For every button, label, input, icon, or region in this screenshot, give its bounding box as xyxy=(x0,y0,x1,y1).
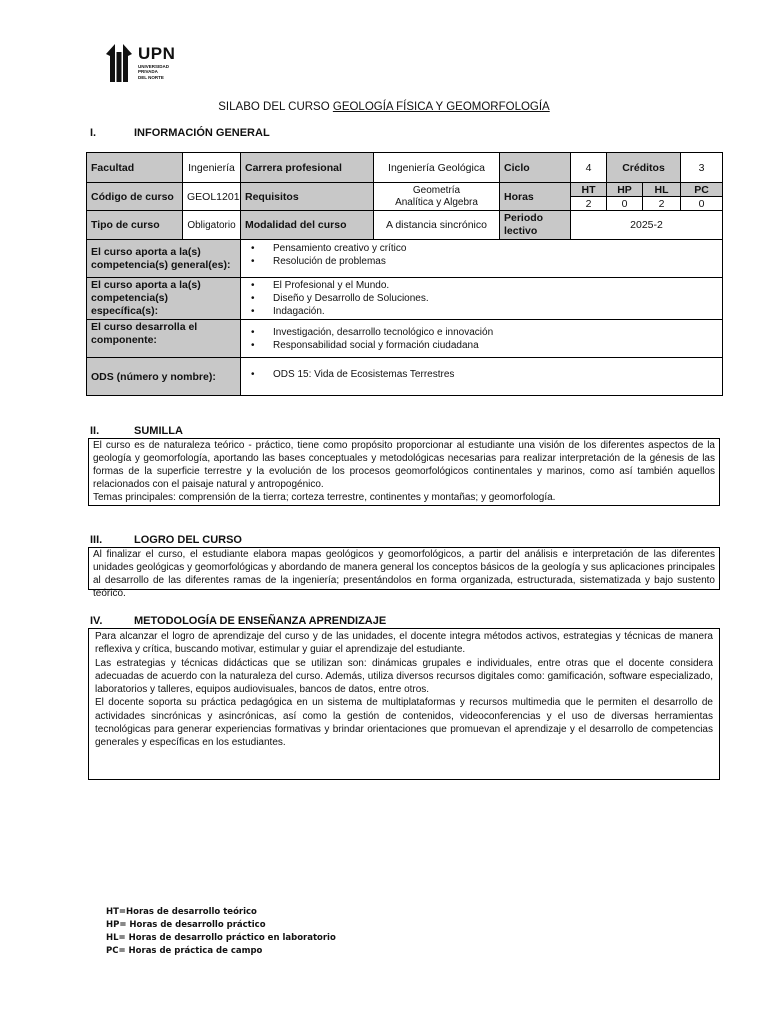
value-ciclo: 4 xyxy=(571,153,607,183)
section-heading-logro: III. LOGRO DEL CURSO xyxy=(90,534,242,546)
list-item: • Indagación. xyxy=(273,305,718,318)
upn-torch-icon xyxy=(104,42,134,84)
label-carrera: Carrera profesional xyxy=(241,153,374,183)
list-item: • Responsabilidad social y formación ciudadana xyxy=(273,339,718,352)
header-pc: PC xyxy=(681,183,723,197)
value-periodo: 2025-2 xyxy=(571,211,723,240)
section-heading-sumilla: II. SUMILLA xyxy=(90,425,183,437)
label-componente: El curso desarrolla el componente: xyxy=(87,320,241,358)
label-periodo: Periodo lectivo xyxy=(500,211,571,240)
sumilla-topics: Temas principales: comprensión de la tierra; corteza terrestre, continentes y montañas; y geomorfología. xyxy=(93,492,556,503)
competencia-especifica-list xyxy=(241,278,723,320)
label-tipo: Tipo de curso xyxy=(87,211,183,240)
header-ht: HT xyxy=(571,183,607,197)
legend-ht: HT=Horas de desarrollo teórico xyxy=(106,907,257,917)
logo-name: UPN xyxy=(138,44,176,63)
list-item: • Diseño y Desarrollo de Soluciones. xyxy=(273,292,718,305)
value-hp: 0 xyxy=(607,197,643,211)
list-item: • ODS 15: Vida de Ecosistemas Terrestres xyxy=(273,368,718,381)
label-competencia-especifica: El curso aporta a la(s) competencia(s) específica(s): xyxy=(87,278,241,320)
label-ods: ODS (número y nombre): xyxy=(87,358,241,396)
logro-paragraph: Al finalizar el curso, el estudiante elabora mapas geológicos y geomorfológicos, a partir del análisis e interpretación de las diferentes unidades geológicas y geomorfológicas y abordando de manera general los conceptos básicos de la geología y sus aplicaciones principales al desarrollo de las diferentes ramas de la ingeniería; presentándolos en forma organizada, estructurada, sistematizada y bajo sustento teórico. xyxy=(93,549,715,599)
list-item: • Investigación, desarrollo tecnológico e innovación xyxy=(273,326,718,339)
label-competencia-general: El curso aporta a la(s) competencia(s) general(es): xyxy=(87,240,241,278)
legend-hp: HP= Horas de desarrollo práctico xyxy=(106,920,266,930)
value-ht: 2 xyxy=(571,197,607,211)
section-heading-metodologia: IV. METODOLOGÍA DE ENSEÑANZA APRENDIZAJE xyxy=(90,615,387,627)
value-hl: 2 xyxy=(643,197,681,211)
label-codigo: Código de curso xyxy=(87,183,183,211)
list-item: • El Profesional y el Mundo. xyxy=(273,279,718,292)
value-pc: 0 xyxy=(681,197,723,211)
header-hl: HL xyxy=(643,183,681,197)
document-title: SILABO DEL CURSO GEOLOGÍA FÍSICA Y GEOMORFOLOGÍA xyxy=(218,101,550,113)
metodologia-box xyxy=(88,628,720,780)
legend-pc: PC= Horas de práctica de campo xyxy=(106,946,263,956)
label-modalidad: Modalidad del curso xyxy=(241,211,374,240)
legend-hl: HL= Horas de desarrollo práctico en laboratorio xyxy=(106,933,336,943)
value-requisitos: Geometría Analítica y Algebra xyxy=(374,183,500,211)
value-facultad: Ingeniería xyxy=(183,153,241,183)
label-creditos: Créditos xyxy=(607,153,681,183)
sumilla-box xyxy=(88,438,720,506)
section-heading-general: I. INFORMACIÓN GENERAL xyxy=(90,127,270,139)
ods-list xyxy=(241,358,723,396)
sumilla-paragraph: El curso es de naturaleza teórico - práctico, tiene como propósito proporcionar al estudiante una visión de los diferentes aspectos de la geología y geomorfología, aportando las bases conceptuales y metodológicas necesarias para realizar interpretación de la génesis de las formas de la superficie terrestre y la evolución de los procesos geomorfológicos continentales y marinos, como así también aquellos relacionados con el paisaje natural y antropogénico. xyxy=(93,440,715,490)
value-carrera: Ingeniería Geológica xyxy=(374,153,500,183)
metodologia-paragraph: Para alcanzar el logro de aprendizaje del curso y de las unidades, el docente integra métodos activos, estrategias y técnicas de manera reflexiva y crítica, buscando motivar, estimular y guiar el aprendizaje del estudiante. xyxy=(95,631,713,656)
label-ciclo: Ciclo xyxy=(500,153,571,183)
metodologia-paragraph: Las estrategias y técnicas didácticas que se utilizan son: dinámicas grupales e individuales, entre otras que el docente considera adecuadas de acuerdo con la naturaleza del curso. Además, utiliza diversos recursos digitales como: gamificación, software especializado, laboratorios y talleres, equipos audiovisuales, bancos de datos, entre otros. xyxy=(95,657,713,696)
list-item: • Resolución de problemas xyxy=(273,255,718,268)
value-modalidad: A distancia sincrónico xyxy=(374,211,500,240)
header-hp: HP xyxy=(607,183,643,197)
general-info-table xyxy=(86,152,723,396)
metodologia-paragraph: El docente soporta su práctica pedagógica en un sistema de multiplataformas y recursos multimedia que le permiten el desarrollo de actividades sincrónicas y asincrónicas, así como la gestión de contenidos, videoconferencias y el uso de diversas herramientas tecnológicas para generar experiencias formativas y brindar orientaciones que promuevan el aprendizaje y el desarrollo de competencias generales y específicas en los estudiantes. xyxy=(95,697,713,749)
course-name: GEOLOGÍA FÍSICA Y GEOMORFOLOGÍA xyxy=(332,101,550,113)
competencia-general-list xyxy=(241,240,723,278)
hours-legend xyxy=(106,906,336,958)
label-horas: Horas xyxy=(500,183,571,211)
label-facultad: Facultad xyxy=(87,153,183,183)
value-tipo: Obligatorio xyxy=(183,211,241,240)
value-codigo: GEOL1201 xyxy=(183,183,241,211)
logro-box xyxy=(88,547,720,599)
label-requisitos: Requisitos xyxy=(241,183,374,211)
componente-list xyxy=(241,320,723,358)
logo-subtitle: UNIVERSIDAD PRIVADA DEL NORTE xyxy=(138,64,170,80)
value-creditos: 3 xyxy=(681,153,723,183)
list-item: • Pensamiento creativo y crítico xyxy=(273,242,718,255)
upn-logo xyxy=(104,42,184,86)
